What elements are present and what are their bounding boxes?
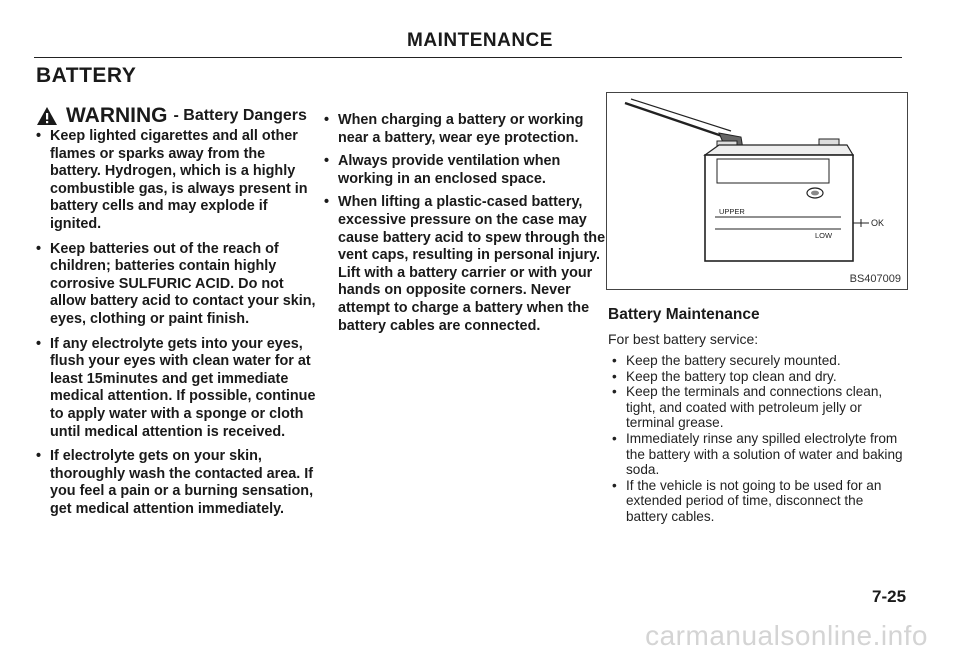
page-header: MAINTENANCE (407, 30, 553, 51)
warning-list (36, 128, 318, 525)
list-item: • Keep lighted cigarettes and all other flames or sparks away from the battery. Hydrogen, which is a highly combustible gas, is always present in battery cells and may explode if ignited. (36, 128, 318, 234)
battery-illustration (607, 93, 907, 289)
maintenance-list (612, 353, 904, 525)
warning-triangle-icon (36, 106, 58, 126)
list-item: • Keep batteries out of the reach of children; batteries contain highly corrosive SULFURIC ACID. Do not allow battery acid to contact your skin, eyes, clothing or paint finish. (36, 241, 318, 329)
ok-label: OK (871, 218, 885, 228)
maintenance-intro: For best battery service: (608, 331, 759, 347)
list-item: • Immediately rinse any spilled electrolyte from the battery with a solution of water and baking soda. (612, 431, 904, 478)
warning-subtitle: - Battery Dangers (173, 107, 307, 124)
upper-label: UPPER (719, 207, 745, 216)
page-number: 7-25 (872, 587, 907, 606)
list-item: • Keep the battery securely mounted. (612, 353, 904, 369)
battery-figure (606, 92, 908, 290)
maintenance-title: Battery Maintenance (608, 306, 760, 323)
warning-heading (36, 104, 307, 128)
warning-word: WARNING (66, 104, 168, 127)
list-item: • If electrolyte gets on your skin, thoroughly wash the contacted area. If you feel a pain or a burning sensation, get medical attention immediately. (36, 448, 318, 518)
list-item: • If the vehicle is not going to be used for an extended period of time, disconnect the battery cables. (612, 478, 904, 525)
list-item: • If any electrolyte gets into your eyes, flush your eyes with clean water for at least 15minutes and get immediate medical attention. If possible, continue to apply water with a sponge or cloth until medical attention is received. (36, 336, 318, 442)
watermark: carmanualsonline.info (645, 620, 928, 651)
section-title: BATTERY (36, 64, 137, 87)
list-item: • Keep the terminals and connections clean, tight, and coated with petroleum jelly or terminal grease. (612, 384, 904, 431)
lower-label: LOW (815, 231, 833, 240)
list-item: • Always provide ventilation when working in an enclosed space. (324, 153, 614, 188)
warning-list-continued (324, 112, 614, 341)
list-item: • When charging a battery or working near a battery, wear eye protection. (324, 112, 614, 147)
list-item: • When lifting a plastic-cased battery, excessive pressure on the case may cause battery acid to spew through the vent caps, resulting in personal injury. Lift with a battery carrier or with your hands on opposite corners. Never attempt to charge a battery when the battery cables are connected. (324, 194, 614, 335)
figure-id: BS407009 (849, 273, 901, 285)
header-rule (34, 57, 902, 58)
list-item: • Keep the battery top clean and dry. (612, 369, 904, 385)
